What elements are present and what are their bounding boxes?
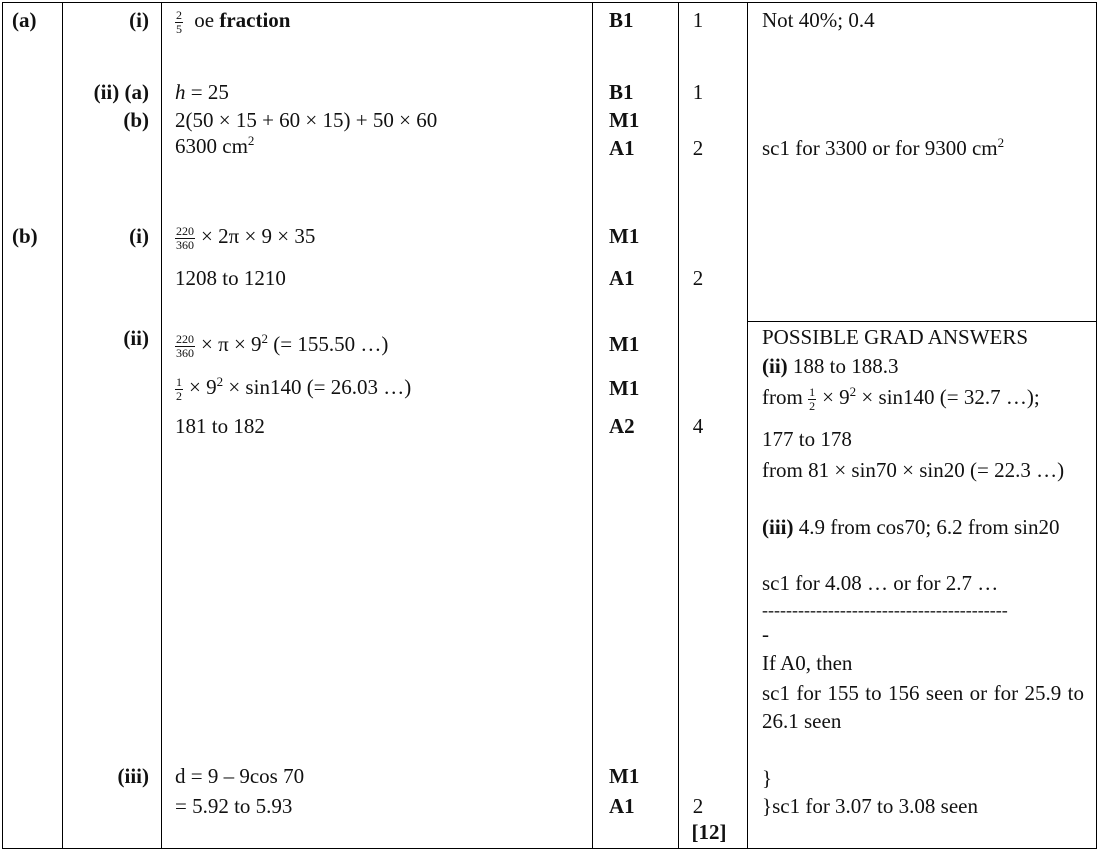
note-a-ii: sc1 for 3300 or for 9300 $cm^2$ [762, 135, 1005, 160]
answer-b-ii-line2: $\frac{1}{2}$ × $9^2 \times \sin 140$ (= 26.03 …) [176, 374, 412, 403]
col-border-1 [62, 2, 63, 849]
part-label-a: (a) [12, 8, 37, 32]
total-marks: [12] [691, 820, 727, 844]
grad-heading: POSSIBLE GRAD ANSWERS [762, 325, 1029, 349]
col-border-6 [1096, 2, 1097, 849]
answer-b-i-line1: $\frac{220}{360}$ × 2π × 9 × 35 [176, 223, 316, 252]
answer-a-ii-a: h = 25 [175, 80, 229, 104]
answer-a-ii-b-line1: 2(50 × 15 + 60 × 15) + 50 × 60 [175, 108, 438, 132]
sub-label-a-ii-a: (ii) (a) [93, 80, 149, 104]
col-border-3 [592, 2, 593, 849]
mark-a-i: B1 [609, 8, 634, 32]
grad-alt1-from: from 81 × sin70 × sin20 (= 22.3 …) [762, 458, 1065, 482]
marks-a-i: 1 [692, 8, 704, 32]
answer-a-ii-b-line2: 6300 $cm^2$ [175, 133, 255, 158]
note-a-i: Not 40%; 0.4 [762, 8, 875, 32]
grad-dash-tail: - [762, 622, 769, 646]
answer-b-i-line2: 1208 to 1210 [175, 266, 286, 290]
sub-label-a-i: (i) [129, 8, 149, 32]
grad-dashes: ----------------------------------------- [762, 600, 1008, 620]
answer-b-ii-line1: $\frac{220}{360}$ × $\pi \times 9^2$ (= 155.50 …) [176, 331, 389, 360]
grad-alt1: 177 to 178 [762, 427, 852, 451]
fraction-one-half: $\frac{1}{2}$ [176, 374, 182, 403]
mark-b-ii-1: M1 [609, 332, 640, 356]
mark-b-ii-2: M1 [609, 376, 640, 400]
col-border-0 [2, 2, 3, 849]
table-bottom-border [2, 848, 1097, 849]
fraction-220-360: $\frac{220}{360}$ [176, 223, 194, 252]
note-b-iii-2: }sc1 for 3.07 to 3.08 seen [762, 794, 978, 818]
fraction-two-fifths: $\frac{2}{5}$ [176, 7, 182, 36]
answer-a-i: $\frac{2}{5}$ oe fraction [176, 7, 291, 36]
answer-b-ii-line3: 181 to 182 [175, 414, 265, 438]
sub-label-b-i: (i) [129, 224, 149, 248]
sub-label-b-iii: (iii) [117, 764, 149, 788]
sub-label-b-ii: (ii) [123, 326, 149, 350]
mark-a-ii-a: B1 [609, 80, 634, 104]
marks-b-i: 2 [692, 266, 704, 290]
col-border-2 [161, 2, 162, 849]
answer-b-iii-line1: d = 9 – 9cos 70 [175, 764, 305, 788]
marks-a-ii-a: 1 [692, 80, 704, 104]
mark-a-ii-b2: A1 [609, 136, 635, 160]
note-divider [747, 321, 1097, 322]
marks-a-ii-b: 2 [692, 136, 704, 160]
mark-a-ii-b1: M1 [609, 108, 640, 132]
part-label-b: (b) [12, 224, 38, 248]
answer-b-iii-line2: = 5.92 to 5.93 [175, 794, 293, 818]
grad-iii: (iii) 4.9 from cos70; 6.2 from sin20 [762, 515, 1060, 539]
grad-ii: (ii) 188 to 188.3 [762, 354, 899, 378]
mark-b-iii-2: A1 [609, 794, 635, 818]
col-border-5 [747, 2, 748, 849]
mark-b-i-2: A1 [609, 266, 635, 290]
marks-b-ii: 4 [692, 414, 704, 438]
grad-fraction-one-half: $\frac{1}{2}$ [809, 384, 816, 413]
mark-b-iii-1: M1 [609, 764, 640, 788]
grad-from: from $\frac{1}{2}$ × $9^2 \times \sin 140$ (= 32.7 …); [762, 384, 1040, 413]
table-top-border [2, 2, 1097, 3]
grad-if-a0: If A0, then [762, 651, 853, 675]
grad-sc1: sc1 for 4.08 … or for 2.7 … [762, 571, 999, 595]
fraction-220-360-b: $\frac{220}{360}$ [176, 331, 194, 360]
grad-sc1-b: sc1 for 155 to 156 seen or for 25.9 to 26.1 seen [762, 681, 1084, 733]
mark-b-ii-3: A2 [609, 414, 635, 438]
sub-label-a-ii-b: (b) [123, 108, 149, 132]
marks-b-iii: 2 [692, 794, 704, 818]
mark-b-i-1: M1 [609, 224, 640, 248]
note-b-iii-1: } [762, 766, 773, 790]
